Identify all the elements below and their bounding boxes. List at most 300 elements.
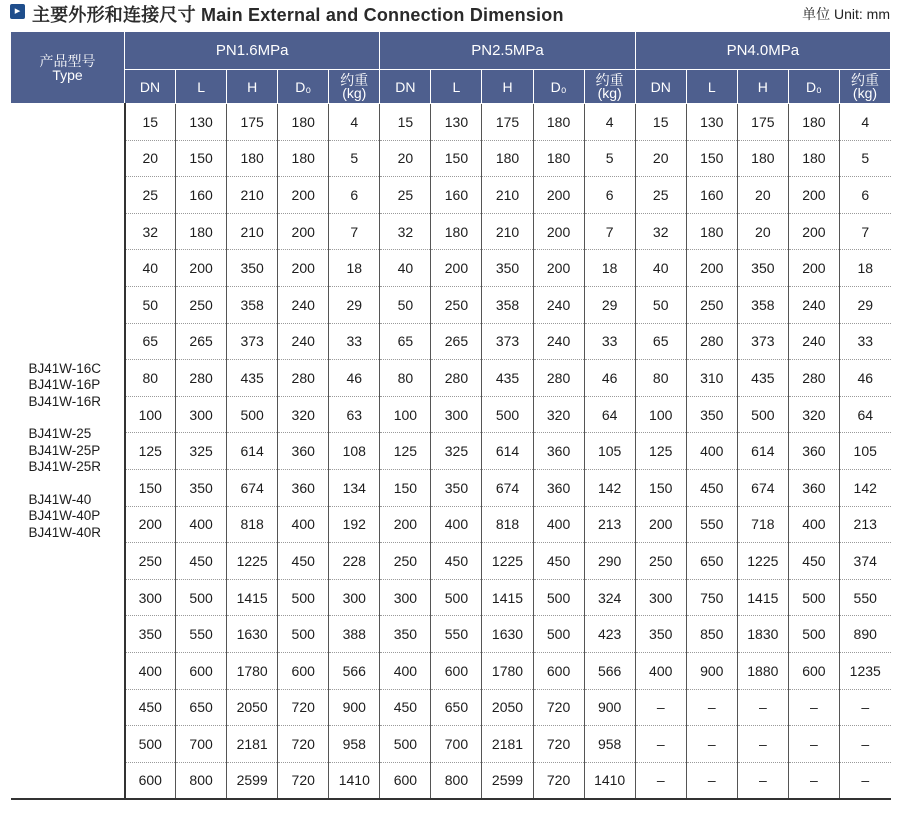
cell-h: 350: [737, 250, 788, 287]
cell-weight: 105: [839, 433, 890, 470]
cell-l: 550: [176, 616, 227, 653]
table-row: [11, 286, 891, 323]
cell-l: 130: [686, 104, 737, 141]
cell-d0: 500: [533, 579, 584, 616]
table-row: [11, 543, 891, 580]
cell-d0: 600: [533, 652, 584, 689]
cell-l: 900: [686, 652, 737, 689]
cell-weight: 958: [329, 726, 380, 763]
weight-header-cn: 约重: [850, 71, 879, 88]
cell-d0: 240: [278, 323, 329, 360]
type-group-gap: [29, 410, 124, 426]
model-name: BJ41W-40P: [28, 508, 101, 524]
model-name: BJ41W-40: [28, 491, 92, 507]
cell-d0: 720: [278, 726, 329, 763]
table-row: [11, 104, 891, 141]
cell-weight: 566: [329, 652, 380, 689]
cell-l: 550: [431, 616, 482, 653]
cell-h: 1415: [227, 579, 278, 616]
cell-h: 614: [737, 433, 788, 470]
cell-d0: 500: [278, 579, 329, 616]
cell-weight: 213: [839, 506, 890, 543]
cell-h: 674: [737, 469, 788, 506]
cell-weight: 290: [584, 543, 635, 580]
cell-h: 1630: [227, 616, 278, 653]
cell-l: 250: [431, 286, 482, 323]
cell-d0: 180: [533, 104, 584, 141]
cell-d0: 360: [788, 433, 839, 470]
cell-dn: 300: [380, 579, 431, 616]
cell-d0: 500: [788, 616, 839, 653]
cell-dn: 65: [380, 323, 431, 360]
cell-d0: 200: [788, 177, 839, 214]
cell-l: 600: [176, 652, 227, 689]
cell-dn: –: [635, 762, 686, 799]
cell-d0: 450: [278, 543, 329, 580]
cell-l: 350: [431, 469, 482, 506]
column-header-dn: DN: [125, 70, 176, 104]
cell-h: 435: [482, 360, 533, 397]
cell-h: 2050: [227, 689, 278, 726]
cell-l: 800: [431, 762, 482, 799]
cell-l: 265: [431, 323, 482, 360]
cell-dn: 50: [635, 286, 686, 323]
cell-l: 160: [431, 177, 482, 214]
cell-weight: 134: [329, 469, 380, 506]
cell-weight: 566: [584, 652, 635, 689]
model-name: BJ41W-25: [28, 426, 92, 442]
cell-h: 2050: [482, 689, 533, 726]
cell-d0: 600: [278, 652, 329, 689]
cell-h: 1780: [227, 652, 278, 689]
cell-l: 350: [686, 396, 737, 433]
cell-h: 358: [227, 286, 278, 323]
table-body: [11, 104, 891, 800]
cell-d0: 180: [533, 140, 584, 177]
cell-dn: 400: [125, 652, 176, 689]
cell-l: 250: [176, 286, 227, 323]
cell-dn: 250: [635, 543, 686, 580]
group-header-pn25: PN2.5MPa: [380, 32, 635, 70]
cell-l: 200: [431, 250, 482, 287]
cell-l: 280: [176, 360, 227, 397]
cell-d0: 240: [788, 286, 839, 323]
cell-weight: 7: [839, 213, 890, 250]
column-header-weight: [839, 70, 890, 104]
cell-l: 400: [176, 506, 227, 543]
cell-l: 650: [686, 543, 737, 580]
cell-l: 700: [176, 726, 227, 763]
cell-d0: –: [788, 689, 839, 726]
cell-weight: 5: [329, 140, 380, 177]
unit-label: 单位 Unit: mm: [802, 6, 890, 22]
cell-dn: 32: [635, 213, 686, 250]
cell-d0: 500: [533, 616, 584, 653]
cell-weight: 142: [839, 469, 890, 506]
cell-dn: 500: [380, 726, 431, 763]
cell-dn: 150: [125, 469, 176, 506]
cell-d0: 240: [788, 323, 839, 360]
cell-h: 210: [482, 213, 533, 250]
cell-h: 1225: [482, 543, 533, 580]
cell-weight: 550: [839, 579, 890, 616]
cell-weight: 890: [839, 616, 890, 653]
cell-l: 200: [176, 250, 227, 287]
cell-weight: 105: [584, 433, 635, 470]
cell-h: 1225: [227, 543, 278, 580]
cell-dn: 250: [380, 543, 431, 580]
column-header-dn: DN: [380, 70, 431, 104]
cell-h: 175: [737, 104, 788, 141]
cell-dn: 100: [380, 396, 431, 433]
table-row: [11, 506, 891, 543]
cell-weight: 192: [329, 506, 380, 543]
cell-h: 358: [737, 286, 788, 323]
type-header-en: Type: [52, 66, 83, 83]
cell-h: 180: [227, 140, 278, 177]
cell-l: –: [686, 726, 737, 763]
cell-d0: 500: [788, 579, 839, 616]
cell-d0: 720: [278, 762, 329, 799]
cell-l: 280: [431, 360, 482, 397]
cell-d0: 450: [788, 543, 839, 580]
cell-dn: 600: [380, 762, 431, 799]
cell-dn: 400: [635, 652, 686, 689]
cell-l: 800: [176, 762, 227, 799]
cell-h: 1880: [737, 652, 788, 689]
cell-h: 20: [737, 213, 788, 250]
group-header-pn16: PN1.6MPa: [125, 32, 380, 70]
cell-weight: 18: [839, 250, 890, 287]
cell-h: 2181: [227, 726, 278, 763]
model-name: BJ41W-16P: [28, 377, 101, 393]
weight-header-unit: (kg): [852, 84, 878, 101]
table-row: [11, 360, 891, 397]
cell-h: 373: [227, 323, 278, 360]
cell-weight: 423: [584, 616, 635, 653]
cell-dn: 40: [380, 250, 431, 287]
cell-l: 450: [431, 543, 482, 580]
cell-d0: 240: [278, 286, 329, 323]
cell-dn: 80: [125, 360, 176, 397]
cell-dn: 100: [125, 396, 176, 433]
cell-d0: 360: [533, 469, 584, 506]
cell-h: 1415: [482, 579, 533, 616]
cell-h: 1780: [482, 652, 533, 689]
cell-weight: 324: [584, 579, 635, 616]
cell-d0: 320: [788, 396, 839, 433]
cell-l: 180: [686, 213, 737, 250]
cell-l: 300: [431, 396, 482, 433]
cell-dn: 32: [380, 213, 431, 250]
type-header: [11, 32, 125, 104]
cell-dn: 450: [380, 689, 431, 726]
cell-l: 300: [176, 396, 227, 433]
cell-weight: 1410: [329, 762, 380, 799]
cell-d0: –: [788, 726, 839, 763]
cell-weight: 33: [584, 323, 635, 360]
cell-weight: –: [839, 726, 890, 763]
cell-l: 500: [176, 579, 227, 616]
play-arrow-icon: ▸: [10, 4, 25, 19]
cell-l: 450: [176, 543, 227, 580]
cell-weight: 374: [839, 543, 890, 580]
cell-h: 373: [737, 323, 788, 360]
cell-d0: 240: [533, 323, 584, 360]
cell-weight: –: [839, 689, 890, 726]
cell-l: 280: [686, 323, 737, 360]
cell-d0: 200: [278, 250, 329, 287]
column-header-weight: [329, 70, 380, 104]
cell-dn: 65: [125, 323, 176, 360]
cell-h: 210: [227, 213, 278, 250]
table-row: [11, 213, 891, 250]
cell-weight: 958: [584, 726, 635, 763]
cell-h: 175: [482, 104, 533, 141]
cell-h: 373: [482, 323, 533, 360]
cell-h: 180: [737, 140, 788, 177]
cell-d0: 720: [533, 762, 584, 799]
cell-weight: 1410: [584, 762, 635, 799]
cell-h: 1630: [482, 616, 533, 653]
cell-weight: 7: [329, 213, 380, 250]
cell-dn: 350: [125, 616, 176, 653]
cell-d0: –: [788, 762, 839, 799]
cell-weight: 46: [839, 360, 890, 397]
cell-d0: 360: [788, 469, 839, 506]
cell-weight: 228: [329, 543, 380, 580]
column-header-h: H: [737, 70, 788, 104]
table-row: [11, 250, 891, 287]
cell-weight: 900: [584, 689, 635, 726]
weight-header-unit: (kg): [342, 84, 367, 101]
cell-d0: 400: [278, 506, 329, 543]
cell-weight: 6: [329, 177, 380, 214]
cell-h: 2599: [227, 762, 278, 799]
cell-d0: 200: [533, 213, 584, 250]
column-header-weight: [584, 70, 635, 104]
cell-weight: 388: [329, 616, 380, 653]
cell-l: 850: [686, 616, 737, 653]
cell-weight: 5: [839, 140, 890, 177]
cell-dn: 32: [125, 213, 176, 250]
cell-l: 150: [431, 140, 482, 177]
cell-h: 1415: [737, 579, 788, 616]
cell-dn: 20: [380, 140, 431, 177]
cell-dn: 125: [635, 433, 686, 470]
weight-header-cn: 约重: [340, 71, 369, 88]
cell-dn: 80: [380, 360, 431, 397]
type-cell: [11, 104, 125, 800]
cell-h: 500: [737, 396, 788, 433]
cell-weight: 213: [584, 506, 635, 543]
cell-dn: 300: [125, 579, 176, 616]
column-header-d0: D₀: [533, 70, 584, 104]
table-row: [11, 762, 891, 799]
cell-dn: 15: [125, 104, 176, 141]
cell-weight: 29: [329, 286, 380, 323]
cell-d0: 720: [278, 689, 329, 726]
cell-l: 160: [176, 177, 227, 214]
cell-d0: 200: [533, 250, 584, 287]
cell-dn: 200: [380, 506, 431, 543]
cell-d0: 450: [533, 543, 584, 580]
cell-l: 130: [176, 104, 227, 141]
table-row: [11, 652, 891, 689]
cell-l: 265: [176, 323, 227, 360]
cell-d0: 180: [788, 104, 839, 141]
cell-d0: 500: [278, 616, 329, 653]
cell-weight: 29: [584, 286, 635, 323]
cell-weight: 46: [329, 360, 380, 397]
cell-d0: 720: [533, 689, 584, 726]
cell-l: 200: [686, 250, 737, 287]
cell-h: 210: [482, 177, 533, 214]
cell-dn: 15: [635, 104, 686, 141]
model-name: BJ41W-25R: [28, 459, 102, 475]
cell-weight: 4: [329, 104, 380, 141]
cell-d0: 200: [788, 250, 839, 287]
cell-dn: 500: [125, 726, 176, 763]
cell-dn: 15: [380, 104, 431, 141]
cell-weight: 108: [329, 433, 380, 470]
cell-h: 614: [227, 433, 278, 470]
cell-d0: 180: [278, 104, 329, 141]
cell-dn: 350: [635, 616, 686, 653]
cell-d0: 400: [533, 506, 584, 543]
cell-l: 650: [176, 689, 227, 726]
cell-l: –: [686, 762, 737, 799]
cell-dn: 450: [125, 689, 176, 726]
cell-weight: 6: [839, 177, 890, 214]
cell-h: 818: [227, 506, 278, 543]
cell-dn: 25: [125, 177, 176, 214]
cell-d0: 180: [278, 140, 329, 177]
cell-weight: 33: [839, 323, 890, 360]
cell-l: 325: [176, 433, 227, 470]
cell-weight: 63: [329, 396, 380, 433]
table-row: [11, 726, 891, 763]
cell-dn: 50: [125, 286, 176, 323]
cell-h: 2599: [482, 762, 533, 799]
cell-dn: 50: [380, 286, 431, 323]
cell-dn: 40: [635, 250, 686, 287]
cell-h: 1225: [737, 543, 788, 580]
page-title: 主要外形和连接尺寸 Main External and Connection Dimension: [32, 5, 564, 25]
cell-weight: 142: [584, 469, 635, 506]
cell-dn: 125: [125, 433, 176, 470]
cell-d0: 320: [533, 396, 584, 433]
cell-weight: 46: [584, 360, 635, 397]
type-header-cn: 产品型号: [39, 52, 96, 69]
cell-d0: 180: [788, 140, 839, 177]
cell-h: 350: [482, 250, 533, 287]
cell-h: 1830: [737, 616, 788, 653]
cell-h: 614: [482, 433, 533, 470]
cell-l: 150: [686, 140, 737, 177]
cell-weight: 900: [329, 689, 380, 726]
model-name: BJ41W-40R: [28, 524, 102, 540]
cell-h: 2181: [482, 726, 533, 763]
weight-header-cn: 约重: [595, 71, 624, 88]
cell-l: 750: [686, 579, 737, 616]
cell-h: 500: [482, 396, 533, 433]
cell-h: 435: [737, 360, 788, 397]
cell-dn: 150: [635, 469, 686, 506]
cell-weight: 7: [584, 213, 635, 250]
cell-dn: –: [635, 726, 686, 763]
cell-l: 350: [176, 469, 227, 506]
cell-d0: 280: [788, 360, 839, 397]
table-row: [11, 433, 891, 470]
cell-l: 650: [431, 689, 482, 726]
table-row: [11, 579, 891, 616]
cell-h: 718: [737, 506, 788, 543]
cell-d0: 400: [788, 506, 839, 543]
cell-dn: 100: [635, 396, 686, 433]
model-name: BJ41W-16R: [28, 393, 102, 409]
column-header-row: [11, 70, 891, 104]
cell-l: 160: [686, 177, 737, 214]
cell-h: 435: [227, 360, 278, 397]
weight-header-unit: (kg): [597, 84, 622, 101]
cell-h: –: [737, 689, 788, 726]
cell-weight: 18: [584, 250, 635, 287]
cell-l: 250: [686, 286, 737, 323]
cell-l: 550: [686, 506, 737, 543]
column-header-d0: D₀: [788, 70, 839, 104]
cell-d0: 240: [533, 286, 584, 323]
cell-weight: 4: [839, 104, 890, 141]
cell-weight: 64: [584, 396, 635, 433]
cell-h: 210: [227, 177, 278, 214]
cell-d0: 320: [278, 396, 329, 433]
column-header-h: H: [482, 70, 533, 104]
cell-weight: 64: [839, 396, 890, 433]
column-header-l: L: [176, 70, 227, 104]
cell-dn: 80: [635, 360, 686, 397]
cell-weight: –: [839, 762, 890, 799]
column-header-dn: DN: [635, 70, 686, 104]
cell-l: 500: [431, 579, 482, 616]
cell-dn: –: [635, 689, 686, 726]
group-header-pn40: PN4.0MPa: [635, 32, 890, 70]
cell-l: 180: [176, 213, 227, 250]
cell-l: 450: [686, 469, 737, 506]
cell-weight: 29: [839, 286, 890, 323]
column-header-h: H: [227, 70, 278, 104]
cell-weight: 5: [584, 140, 635, 177]
cell-h: 20: [737, 177, 788, 214]
cell-dn: 150: [380, 469, 431, 506]
cell-d0: 360: [533, 433, 584, 470]
cell-l: 325: [431, 433, 482, 470]
table-row: [11, 177, 891, 214]
title-bar: [10, 0, 890, 26]
cell-dn: 65: [635, 323, 686, 360]
cell-l: –: [686, 689, 737, 726]
cell-d0: 200: [278, 213, 329, 250]
cell-d0: 280: [278, 360, 329, 397]
cell-h: 358: [482, 286, 533, 323]
cell-h: 175: [227, 104, 278, 141]
cell-l: 600: [431, 652, 482, 689]
cell-weight: 4: [584, 104, 635, 141]
cell-l: 700: [431, 726, 482, 763]
column-header-d0: D₀: [278, 70, 329, 104]
cell-weight: 6: [584, 177, 635, 214]
cell-h: 180: [482, 140, 533, 177]
